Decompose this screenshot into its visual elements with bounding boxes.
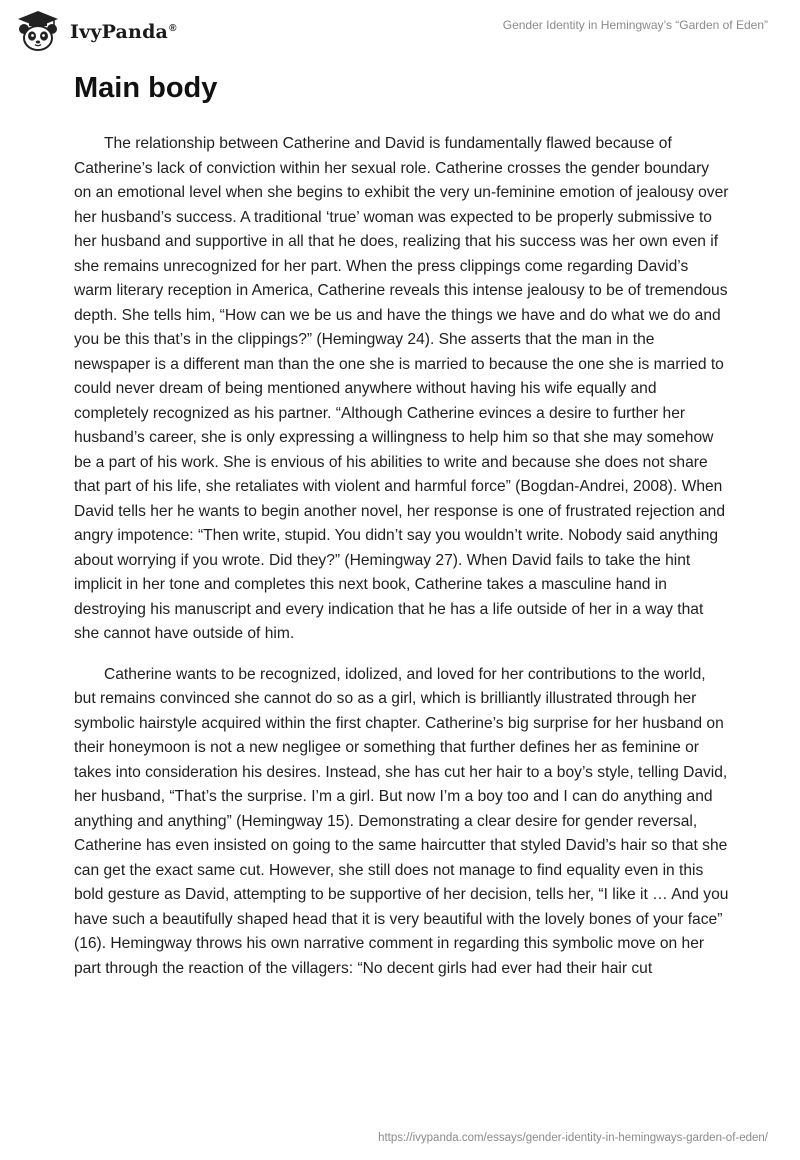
ivypanda-logo[interactable] (14, 8, 177, 54)
paragraph: The relationship between Catherine and David is fundamentally flawed because of Catherine’s lack of conviction within her sexual role. Catherine crosses the gender boundary on an emotional level when she begins to exhibit the very un-feminine emotion of jealousy over her husband’s success. A traditional ‘true’ woman was expected to be properly submissive to her husband and supportive in all that he does, realizing that his success was her own even if she remains unrecognized for her part. When the press clippings come regarding David’s warm literary reception in America, Catherine reveals this intense jealousy to be of tremendous depth. She tells him, “How can we be us and have the things we have and do what we do and you be this that’s in the clippings?” (Hemingway 24). She asserts that the man in the newspaper is a different man than the one she is married to because the one she is married to could never dream of being mentioned anywhere without having his wife equally and completely recognized as his partner. “Although Catherine evinces a desire to further her husband’s career, she is only expressing a willingness to help him so that she may somehow be a part of his work. She is envious of his abilities to write and because she does not share that part of his life, she retaliates with violent and harmful force” (Bogdan-Andrei, 2008). When David tells her he wants to begin another novel, her response is one of frustrated rejection and angry impotence: “Then write, stupid. You didn’t say you wouldn’t write. Nobody said anything about worrying if you wrote. Did they?” (Hemingway 27). When David fails to take the hint implicit in her tone and completes this next book, Catherine takes a masculine hand in destroying his manuscript and every indication that he has a life outside of her in a way that she cannot have outside of him. (74, 135, 729, 642)
section-heading: Main body (74, 72, 218, 104)
panda-graduate-icon (14, 9, 62, 53)
logo-text (70, 21, 177, 43)
logo-wordmark: IvyPanda (70, 21, 169, 43)
paragraph: Catherine wants to be recognized, idolized, and loved for her contributions to the world, but remains convinced she cannot do so as a girl, which is brilliantly illustrated through her symbolic hairstyle acquired within the first chapter. Catherine’s big surprise for her husband on their honeymoon is not a new negligee or something that further defines her as feminine or takes into consideration his desires. Instead, she has cut her hair to a boy’s style, telling David, her husband, “That’s the surprise. I’m a girl. But now I’m a boy too and I can do anything and anything and anything” (Hemingway 15). Demonstrating a clear desire for gender reversal, Catherine has even insisted on going to the same haircutter that styled David’s hair so that she can get the exact same cut. However, she still does not manage to find equality even in this bold gesture as David, attempting to be supportive of her decision, tells her, “I like it … And you have such a beautifully shaped head that it is very beautiful with the lovely bones of your face” (16). Hemingway throws his own narrative comment in regarding this symbolic move on her part through the reaction of the villagers: “No decent girls had ever had their hair cut (74, 665, 729, 977)
essay-body (74, 132, 730, 1006)
source-url[interactable]: https://ivypanda.com/essays/gender-identity-in-hemingways-garden-of-eden/ (378, 1132, 768, 1144)
page-header (0, 0, 800, 60)
document-title: Gender Identity in Hemingway’s “Garden of Eden” (502, 18, 768, 32)
registered-mark: ® (169, 22, 177, 34)
